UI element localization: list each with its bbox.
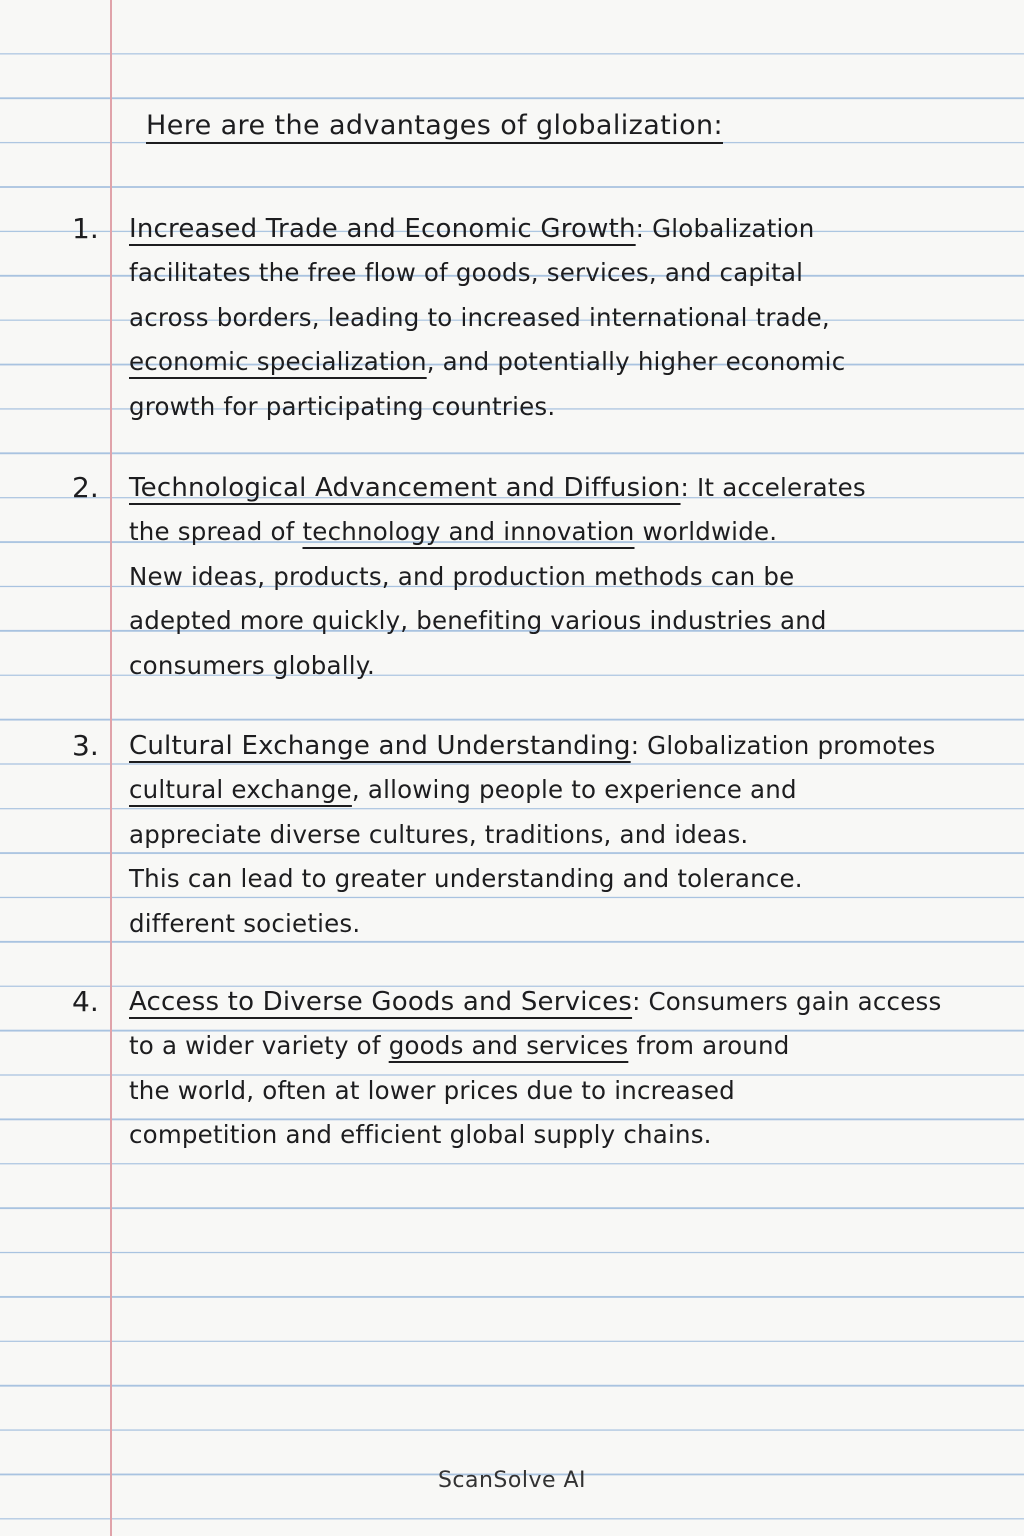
item-text: to a wider variety of bbox=[129, 1031, 389, 1061]
item-text: : Globalization promotes bbox=[630, 731, 936, 760]
item-line bbox=[129, 1024, 989, 1068]
item-line bbox=[129, 207, 989, 251]
item-line bbox=[129, 768, 989, 812]
item-text: the spread of bbox=[129, 517, 303, 547]
item-text: : Globalization bbox=[635, 214, 815, 243]
item-body bbox=[129, 466, 989, 688]
item-number: 2. bbox=[72, 471, 99, 504]
item-line: across borders, leading to increased international trade, bbox=[129, 302, 830, 332]
item-heading: Cultural Exchange and Understanding bbox=[129, 731, 631, 761]
item-text: : It accelerates bbox=[680, 473, 866, 502]
item-heading: Technological Advancement and Diffusion bbox=[129, 473, 681, 503]
item-text: worldwide. bbox=[634, 517, 778, 547]
item-line: New ideas, products, and production methods can be bbox=[129, 561, 795, 591]
item-line bbox=[129, 510, 989, 554]
margin-line bbox=[110, 0, 112, 1536]
item-line: the world, often at lower prices due to increased bbox=[129, 1075, 735, 1105]
item-number: 4. bbox=[72, 985, 99, 1018]
page-title: Here are the advantages of globalization: bbox=[146, 110, 723, 141]
item-line: consumers globally. bbox=[129, 650, 375, 680]
key-term: economic specialization bbox=[129, 347, 427, 377]
item-heading: Access to Diverse Goods and Services bbox=[129, 987, 633, 1017]
key-term: goods and services bbox=[388, 1031, 629, 1061]
item-line: adepted more quickly, benefiting various industries and bbox=[129, 606, 827, 636]
item-line: different societies. bbox=[129, 908, 361, 938]
item-line bbox=[129, 724, 989, 768]
item-body bbox=[129, 724, 989, 946]
item-line: appreciate diverse cultures, traditions, and ideas. bbox=[129, 819, 749, 849]
item-text: : Consumers gain access bbox=[632, 987, 942, 1016]
item-text: from around bbox=[628, 1031, 790, 1061]
item-body bbox=[129, 980, 989, 1158]
footer-watermark: ScanSolve AI bbox=[437, 1468, 587, 1493]
item-heading: Increased Trade and Economic Growth bbox=[129, 214, 636, 244]
item-line bbox=[129, 466, 989, 510]
item-line: growth for participating countries. bbox=[129, 391, 556, 421]
item-text: , and potentially higher economic bbox=[426, 347, 846, 377]
key-term: technology and innovation bbox=[302, 517, 635, 547]
item-body bbox=[129, 207, 989, 429]
key-term: cultural exchange bbox=[129, 775, 352, 805]
item-number: 1. bbox=[72, 212, 99, 245]
item-line: facilitates the free flow of goods, services, and capital bbox=[129, 258, 804, 288]
item-text: , allowing people to experience and bbox=[351, 775, 797, 805]
item-line: This can lead to greater understanding and tolerance. bbox=[129, 864, 803, 894]
item-number: 3. bbox=[72, 729, 99, 762]
item-line: competition and efficient global supply chains. bbox=[129, 1120, 712, 1150]
item-line bbox=[129, 980, 989, 1024]
item-line bbox=[129, 340, 989, 384]
